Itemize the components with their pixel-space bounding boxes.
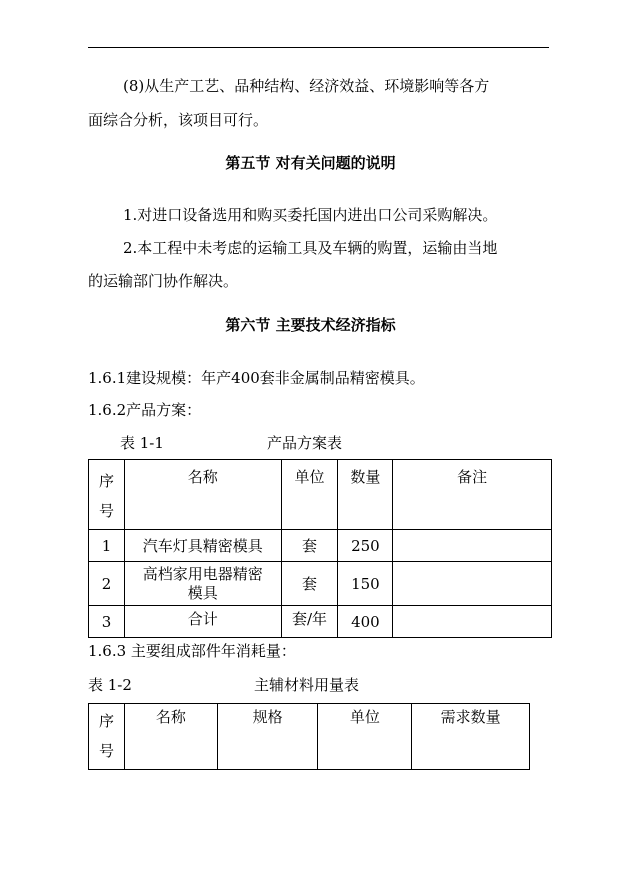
header-spec: 规格	[217, 704, 318, 770]
table1-caption-title: 产品方案表	[267, 434, 343, 452]
row-qty: 150	[338, 562, 393, 606]
row-seq: 2	[89, 562, 125, 606]
materials-table	[88, 703, 530, 770]
header-qty: 数量	[338, 460, 393, 530]
header-unit: 单位	[281, 460, 338, 530]
header-name: 名称	[124, 704, 217, 770]
row-qty: 250	[338, 530, 393, 562]
header-seq: 序 号	[89, 704, 125, 770]
paragraph-8-line2: 面综合分析，该项目可行。	[88, 111, 269, 129]
row-unit: 套/年	[281, 606, 338, 638]
section-6-heading: 第六节 主要技术经济指标	[225, 316, 396, 334]
header-rule	[88, 47, 549, 48]
row-name: 合计	[124, 606, 281, 638]
header-demand: 需求数量	[412, 704, 530, 770]
row-note	[393, 530, 552, 562]
table-row	[89, 606, 552, 638]
section-161: 1.6.1建设规模：年产400套非金属制品精密模具。	[88, 369, 425, 387]
header-note: 备注	[393, 460, 552, 530]
row-unit: 套	[281, 562, 338, 606]
header-seq: 序 号	[89, 460, 125, 530]
table-header-row	[89, 460, 552, 530]
item-1: 1.对进口设备选用和购买委托国内进出口公司采购解决。	[123, 206, 498, 224]
section-163: 1.6.3 主要组成部件年消耗量：	[88, 642, 296, 660]
section-162: 1.6.2产品方案：	[88, 401, 202, 419]
row-note	[393, 562, 552, 606]
row-name: 汽车灯具精密模具	[124, 530, 281, 562]
item-2-line2: 的运输部门协作解决。	[88, 272, 239, 290]
row-note	[393, 606, 552, 638]
table2-caption-title: 主辅材料用量表	[254, 676, 360, 694]
item-2-line1: 2.本工程中未考虑的运输工具及车辆的购置，运输由当地	[123, 239, 498, 257]
header-name: 名称	[124, 460, 281, 530]
row-qty: 400	[338, 606, 393, 638]
table-row	[89, 562, 552, 606]
product-plan-table	[88, 459, 552, 638]
table-header-row	[89, 704, 530, 770]
row-unit: 套	[281, 530, 338, 562]
table-row	[89, 530, 552, 562]
table2-caption-number: 表 1-2	[88, 676, 132, 694]
row-name: 高档家用电器精密 模具	[124, 562, 281, 606]
row-seq: 1	[89, 530, 125, 562]
row-seq: 3	[89, 606, 125, 638]
header-unit: 单位	[318, 704, 412, 770]
section-5-heading: 第五节 对有关问题的说明	[225, 154, 396, 172]
table1-caption-number: 表 1-1	[120, 434, 164, 452]
paragraph-8-line1: (8)从生产工艺、品种结构、经济效益、环境影响等各方	[123, 77, 490, 95]
